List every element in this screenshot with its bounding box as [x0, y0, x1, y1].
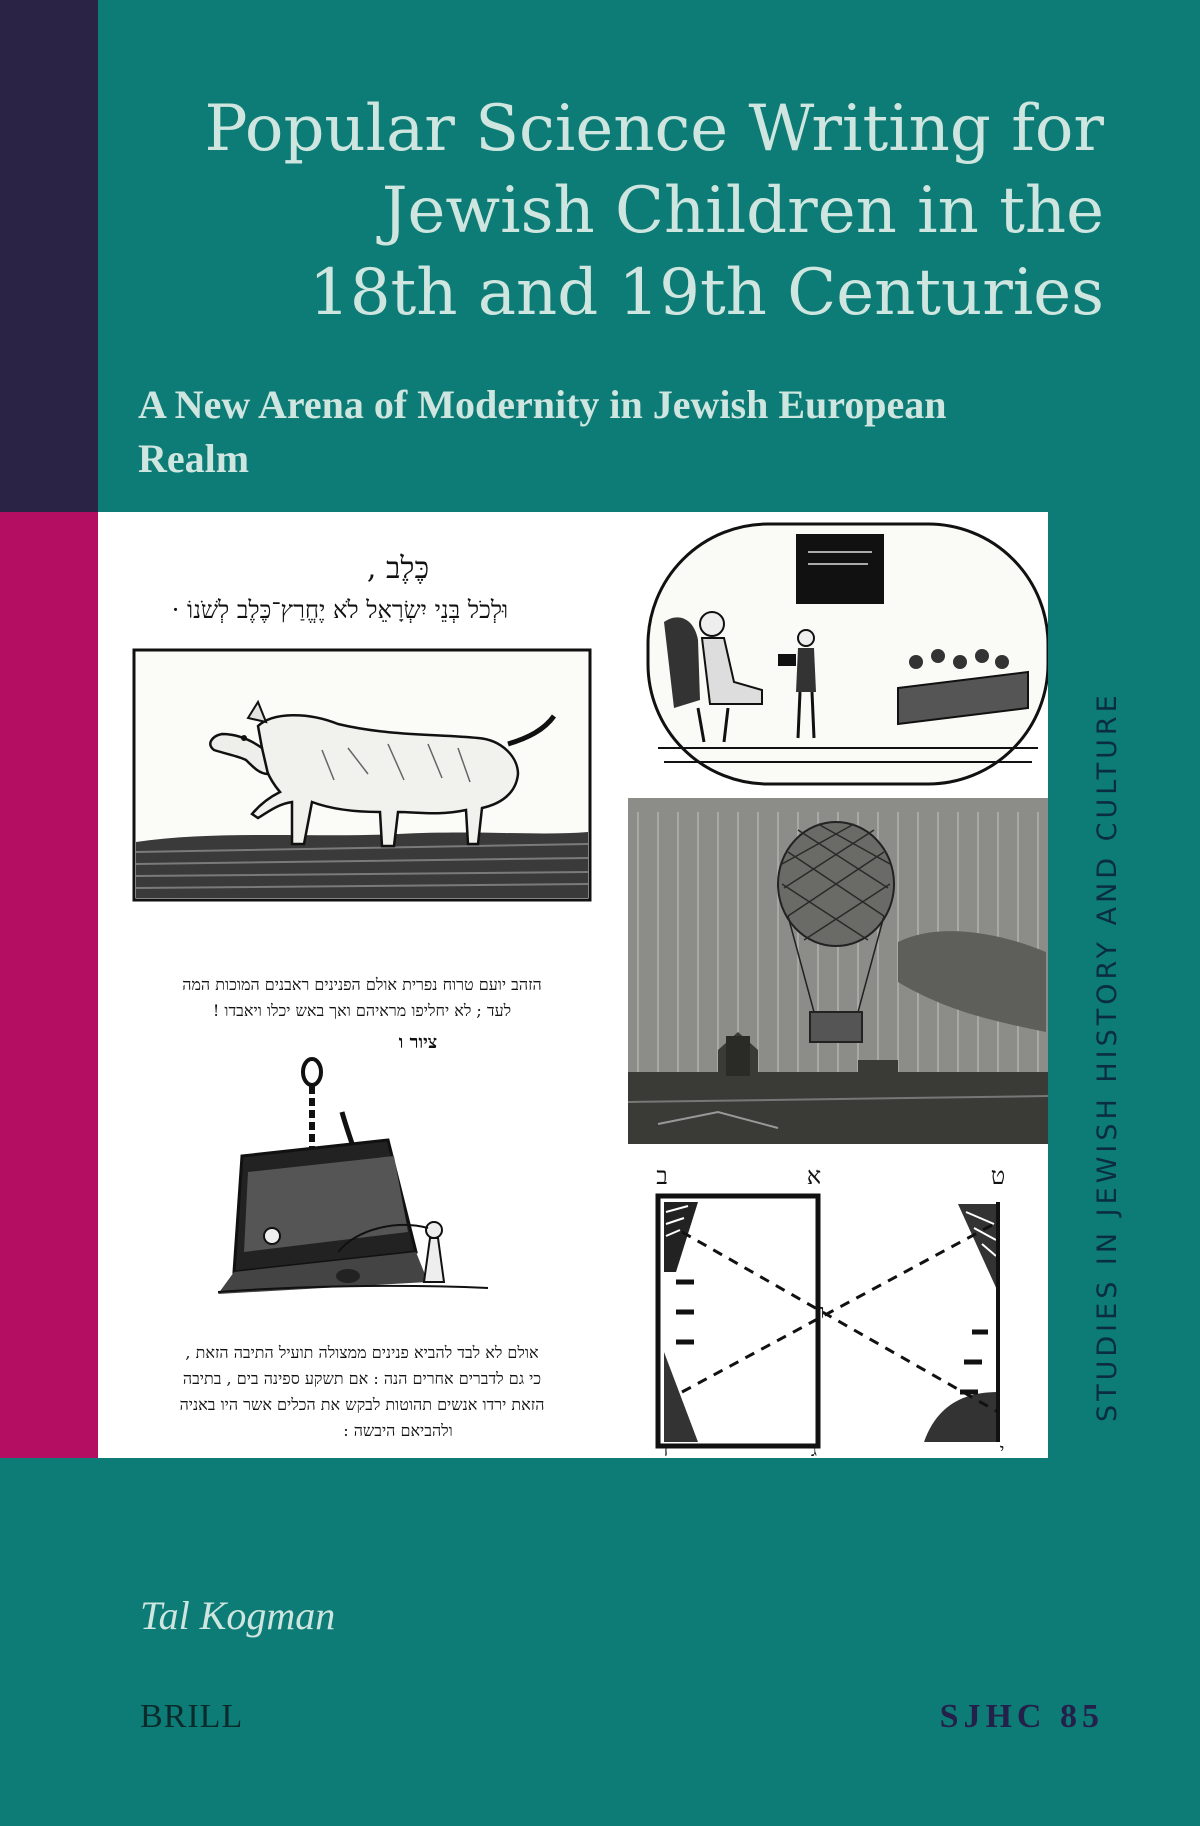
- book-title-line-2: Jewish Children in the: [381, 174, 1104, 248]
- diagram-letter-alef: א: [806, 1162, 822, 1190]
- bell-figure-label: ציור ו: [398, 1032, 438, 1053]
- bell-paragraph-3: הזאת ירדו אנשים תהוטות לבקש את הכלים אשר היו באניה: [179, 1395, 545, 1414]
- series-number: SJHC 85: [939, 1698, 1104, 1735]
- dog-heading: כֶּלֶב ,: [366, 551, 430, 586]
- diving-bell-woodcut: [180, 1059, 545, 1440]
- optics-diagram: [628, 1158, 1048, 1458]
- diagram-letter-gimel: ג: [811, 1440, 817, 1458]
- spine-band-navy: [0, 0, 98, 512]
- book-title: [144, 88, 1104, 334]
- book-subtitle-line-1: A New Arena of Modernity in Jewish European: [138, 382, 947, 427]
- book-title-line-3: 18th and 19th Centuries: [309, 256, 1104, 330]
- classroom-woodcut: [648, 524, 1048, 784]
- diagram-letter-tet: ט: [990, 1162, 1006, 1190]
- diagram-letter-yod: י: [999, 1440, 1005, 1458]
- diagram-letter-vav: ו: [819, 1299, 825, 1323]
- bell-paragraph-2: כי גם לדברים אחרים הנה : אם תשקע ספינה בים , בתיבה: [182, 1369, 542, 1388]
- illustration-collage: [98, 512, 1048, 1458]
- series-name: STUDIES IN JEWISH HISTORY AND CULTURE: [1092, 691, 1123, 1422]
- balloon-engraving: [628, 798, 1048, 1144]
- diagram-letter-dalet: ד: [659, 1440, 669, 1458]
- bell-caption-2: לעד ; לא יחליפו מראיהם ואך באש יכלו ויאבדו !: [212, 1001, 512, 1020]
- publisher-logo: BRILL: [140, 1698, 244, 1735]
- book-subtitle: [138, 378, 1078, 486]
- spine-band-magenta: [0, 512, 98, 1458]
- diagram-letter-bet: ב: [656, 1162, 668, 1190]
- bell-paragraph-4: ולהביאם היבשה :: [343, 1421, 453, 1440]
- bell-caption-1: הזהב יועם טרוח נפרית אולם הפנינים ראבנים המוכות המה: [182, 975, 542, 994]
- book-title-line-1: Popular Science Writing for: [204, 92, 1104, 166]
- author-name: Tal Kogman: [140, 1593, 336, 1638]
- dog-woodcut: [134, 551, 590, 1053]
- bell-paragraph-1: אולם לא לבד להביא פנינים ממצולה תועיל התיבה הזאת ,: [185, 1343, 539, 1362]
- dog-verse: וּלְכֹל בְּנֵי יִשְׂרָאֵל לֹא יֶחֱרַץ־כֶּלֶב לְשֹׁנוֹ ·: [171, 596, 509, 624]
- book-subtitle-line-2: Realm: [138, 436, 250, 481]
